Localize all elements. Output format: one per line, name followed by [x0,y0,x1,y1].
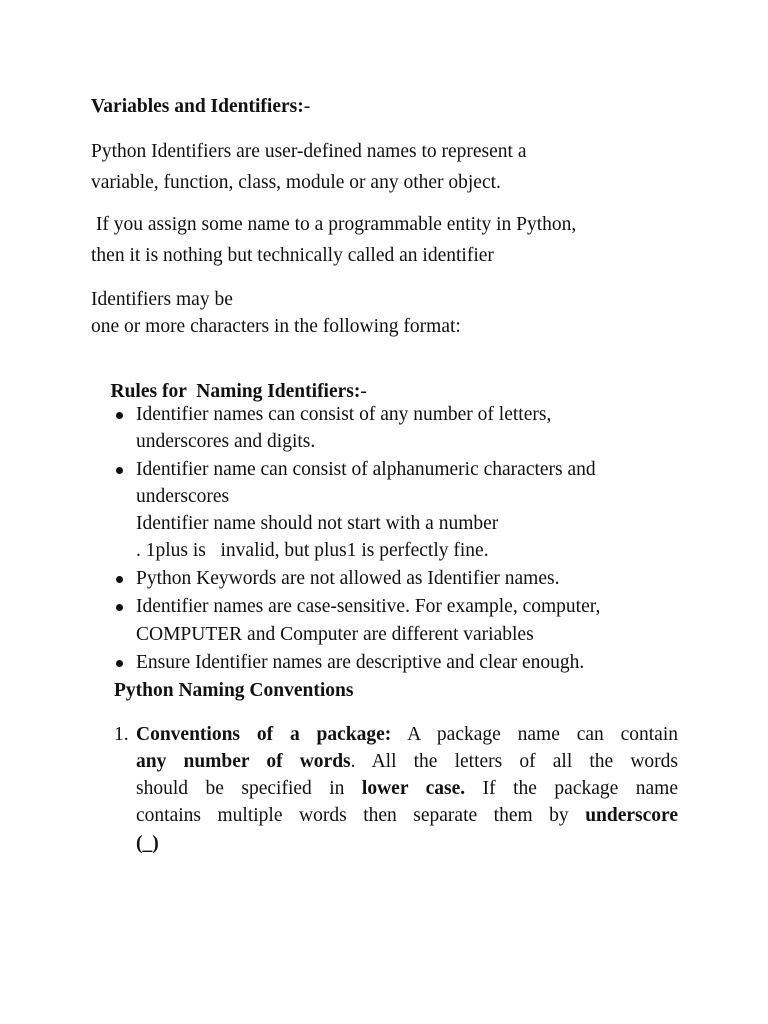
convention-1-bold-underscore: underscore [585,805,678,826]
rule-2-line-2: underscores [136,486,230,507]
rule-1-line-2: underscores and digits. [136,431,316,452]
convention-1-number: 1. [114,724,129,745]
rules-suffix: - [360,380,367,402]
convention-1-bold-lower: lower case. [361,778,466,799]
rule-2-line-3: Identifier name should not start with a number [136,513,499,534]
rule-5-line-1: Ensure Identifier names are descriptive and clear enough. [136,652,585,673]
rule-2-line-4: . 1plus is invalid, but plus1 is perfectly fine. [136,540,489,561]
convention-1-text-4: If the package name [465,778,678,799]
convention-1-line-3 [136,779,678,799]
convention-1-term: Conventions of a package: [136,724,392,745]
rule-1-line-1: Identifier names can consist of any number of letters, [136,404,552,425]
conventions-heading: Python Naming Conventions [114,680,354,701]
intro-line-1: Python Identifiers are user-defined names to represent a [91,141,527,162]
rule-4-line-1: Identifier names are case-sensitive. For example, computer, [136,596,601,617]
assign-line-1: If you assign some name to a programmable entity in Python, [91,214,577,235]
assign-line-2: then it is nothing but technically called an identifier [91,245,494,266]
bullet-icon [116,412,123,419]
rule-4-line-2: COMPUTER and Computer are different variables [136,624,534,645]
convention-1-text-5: contains multiple words then separate them by [136,805,586,826]
format-line-2: one or more characters in the following format: [91,316,461,337]
convention-1-underscore-symbol: (_) [136,833,159,854]
convention-1-text-2: . All the letters of all the words [350,751,678,772]
convention-1-text-3: should be specified in [136,778,362,799]
bullet-icon [116,604,123,611]
format-line-1: Identifiers may be [91,289,233,310]
convention-1-bold-words: any number of words [136,751,351,772]
bullet-icon [116,467,123,474]
rule-2-line-1: Identifier name can consist of alphanumeric characters and [136,459,596,480]
convention-1-line-4 [136,806,678,826]
bullet-icon [116,576,123,583]
rule-3-line-1: Python Keywords are not allowed as Identifier names. [136,568,560,589]
convention-1-line-1 [136,725,678,745]
heading-suffix: - [303,96,311,117]
convention-1-text-1: A package name can contain [391,724,678,745]
section-heading [91,97,310,117]
bullet-icon [116,660,123,667]
rules-title: Rules for Naming Identifiers: [110,380,361,402]
heading-title: Variables and Identifiers: [91,96,304,117]
convention-1-line-2 [136,752,678,772]
intro-line-2: variable, function, class, module or any other object. [91,172,501,193]
